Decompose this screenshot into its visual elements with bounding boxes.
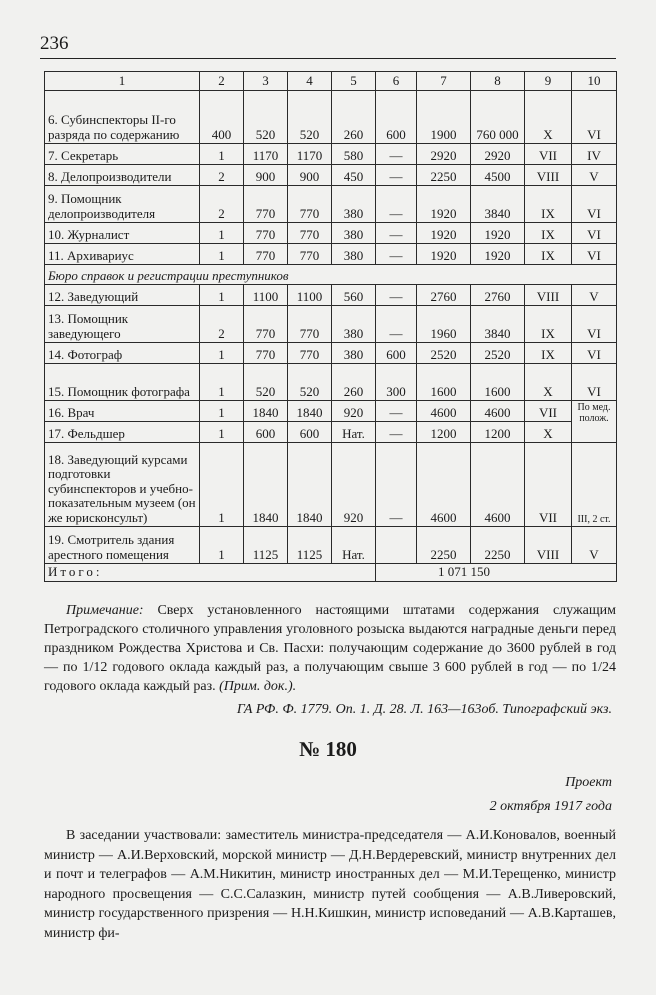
value-cell: VI	[572, 223, 617, 244]
value-cell: 770	[288, 306, 332, 343]
value-cell: 520	[244, 91, 288, 144]
value-cell: 450	[332, 165, 376, 186]
table-row	[45, 144, 617, 165]
value-cell: —	[376, 306, 417, 343]
value-cell: VIII	[525, 527, 572, 564]
table-row	[45, 244, 617, 265]
value-cell: 1	[200, 285, 244, 306]
document-date: 2 октября 1917 года	[489, 799, 612, 814]
value-cell: 1840	[288, 401, 332, 422]
header-rule	[40, 58, 616, 59]
table-row	[45, 343, 617, 364]
footnote	[44, 601, 616, 696]
value-cell: 2920	[417, 144, 471, 165]
value-cell: 400	[200, 91, 244, 144]
table-row	[45, 186, 617, 223]
value-cell	[376, 527, 417, 564]
footnote-lead: Примечание:	[66, 603, 144, 618]
position-cell: 15. Помощник фотографа	[45, 364, 200, 401]
section-row	[45, 265, 617, 285]
value-cell: 1125	[244, 527, 288, 564]
table-row	[45, 223, 617, 244]
total-label: Итого:	[45, 564, 376, 582]
value-cell: —	[376, 223, 417, 244]
value-cell: 2	[200, 186, 244, 223]
value-cell: 1125	[288, 527, 332, 564]
column-header: 4	[288, 72, 332, 91]
value-cell: 770	[244, 343, 288, 364]
position-cell: 18. Заведующий курсами подготовки субинспекторов и учебно-показательным музеем (он же юрисконсульт)	[45, 443, 200, 527]
value-cell: IX	[525, 343, 572, 364]
value-cell: По мед. полож.	[572, 401, 617, 443]
value-cell: 2760	[471, 285, 525, 306]
footnote-tail: (Прим. док.).	[219, 679, 297, 694]
value-cell: 1600	[471, 364, 525, 401]
value-cell: 600	[376, 343, 417, 364]
value-cell: V	[572, 165, 617, 186]
value-cell: IX	[525, 244, 572, 265]
value-cell: 1600	[417, 364, 471, 401]
value-cell: VIII	[525, 165, 572, 186]
value-cell: 770	[244, 244, 288, 265]
table-row	[45, 422, 617, 443]
value-cell: —	[376, 144, 417, 165]
value-cell: 4600	[417, 443, 471, 527]
draft-label: Проект	[565, 775, 612, 790]
value-cell: 380	[332, 244, 376, 265]
page-number: 236	[40, 33, 69, 54]
table-row	[45, 443, 617, 527]
value-cell: VII	[525, 144, 572, 165]
column-header: 10	[572, 72, 617, 91]
value-cell: 1840	[244, 443, 288, 527]
value-cell: V	[572, 527, 617, 564]
value-cell: 920	[332, 401, 376, 422]
total-value: 1 071 150	[376, 564, 617, 582]
value-cell: 2250	[417, 165, 471, 186]
column-header: 9	[525, 72, 572, 91]
value-cell: IX	[525, 223, 572, 244]
value-cell: —	[376, 285, 417, 306]
value-cell: 1840	[288, 443, 332, 527]
value-cell: 1100	[244, 285, 288, 306]
value-cell: VI	[572, 244, 617, 265]
value-cell: VII	[525, 443, 572, 527]
value-cell: 1920	[471, 223, 525, 244]
value-cell: 1100	[288, 285, 332, 306]
value-cell: 1	[200, 401, 244, 422]
value-cell: 1960	[417, 306, 471, 343]
value-cell: IX	[525, 306, 572, 343]
staff-table	[44, 71, 617, 582]
value-cell: 1	[200, 422, 244, 443]
value-cell: 600	[244, 422, 288, 443]
value-cell: 380	[332, 223, 376, 244]
column-header: 6	[376, 72, 417, 91]
table-row	[45, 527, 617, 564]
value-cell: 2520	[471, 343, 525, 364]
value-cell: 900	[288, 165, 332, 186]
column-header: 2	[200, 72, 244, 91]
table-body	[45, 91, 617, 582]
value-cell: 1900	[417, 91, 471, 144]
value-cell: —	[376, 443, 417, 527]
value-cell: 560	[332, 285, 376, 306]
archive-source: ГА РФ. Ф. 1779. Оп. 1. Д. 28. Л. 163—163об. Типографский экз.	[236, 702, 612, 717]
value-cell: —	[376, 244, 417, 265]
value-cell: X	[525, 422, 572, 443]
value-cell: 580	[332, 144, 376, 165]
value-cell: 600	[376, 91, 417, 144]
value-cell: 4600	[471, 443, 525, 527]
column-header: 8	[471, 72, 525, 91]
value-cell: 1	[200, 144, 244, 165]
position-cell: 6. Субинспекторы II-го разряда по содержанию	[45, 91, 200, 144]
column-header: 7	[417, 72, 471, 91]
value-cell: 2520	[417, 343, 471, 364]
total-row	[45, 564, 617, 582]
value-cell: 520	[288, 364, 332, 401]
value-cell: —	[376, 422, 417, 443]
value-cell: 1	[200, 244, 244, 265]
value-cell: VII	[525, 401, 572, 422]
value-cell: X	[525, 364, 572, 401]
value-cell: 260	[332, 91, 376, 144]
value-cell: —	[376, 186, 417, 223]
value-cell: 3840	[471, 306, 525, 343]
value-cell: 770	[244, 306, 288, 343]
value-cell: VIII	[525, 285, 572, 306]
value-cell: V	[572, 285, 617, 306]
value-cell: 1920	[417, 223, 471, 244]
value-cell: 1	[200, 343, 244, 364]
value-cell: 1	[200, 223, 244, 244]
value-cell: 1170	[288, 144, 332, 165]
value-cell: 380	[332, 186, 376, 223]
value-cell: 4500	[471, 165, 525, 186]
value-cell: 1	[200, 364, 244, 401]
value-cell: 260	[332, 364, 376, 401]
value-cell: 770	[288, 223, 332, 244]
column-header: 3	[244, 72, 288, 91]
value-cell: 1200	[471, 422, 525, 443]
value-cell: 2250	[471, 527, 525, 564]
position-cell: 16. Врач	[45, 401, 200, 422]
value-cell: X	[525, 91, 572, 144]
value-cell: 1920	[417, 186, 471, 223]
table-row	[45, 364, 617, 401]
position-cell: 10. Журналист	[45, 223, 200, 244]
position-cell: 11. Архивариус	[45, 244, 200, 265]
value-cell: 770	[288, 343, 332, 364]
value-cell: 4600	[417, 401, 471, 422]
table-row	[45, 285, 617, 306]
position-cell: 8. Делопроизводители	[45, 165, 200, 186]
value-cell: 770	[244, 223, 288, 244]
value-cell: —	[376, 401, 417, 422]
value-cell: IV	[572, 144, 617, 165]
table-row	[45, 165, 617, 186]
column-header: 1	[45, 72, 200, 91]
value-cell: 4600	[471, 401, 525, 422]
column-header: 5	[332, 72, 376, 91]
value-cell: 1	[200, 527, 244, 564]
position-cell: 14. Фотограф	[45, 343, 200, 364]
table-row	[45, 306, 617, 343]
position-cell: 19. Смотритель здания арестного помещения	[45, 527, 200, 564]
value-cell: 920	[332, 443, 376, 527]
value-cell: 1920	[471, 244, 525, 265]
value-cell: 770	[288, 244, 332, 265]
value-cell: 1200	[417, 422, 471, 443]
value-cell: —	[376, 165, 417, 186]
value-cell: 1840	[244, 401, 288, 422]
value-cell: 900	[244, 165, 288, 186]
table-row	[45, 91, 617, 144]
position-cell: 12. Заведующий	[45, 285, 200, 306]
value-cell: Нат.	[332, 422, 376, 443]
value-cell: IX	[525, 186, 572, 223]
value-cell: 520	[288, 91, 332, 144]
position-cell: 13. Помощник заведующего	[45, 306, 200, 343]
value-cell: 770	[244, 186, 288, 223]
value-cell: 600	[288, 422, 332, 443]
table-header-row	[45, 72, 617, 91]
position-cell: 7. Секретарь	[45, 144, 200, 165]
value-cell: VI	[572, 306, 617, 343]
footnote-text: Сверх установленного настоящими штатами содержания служащим Петроградского столичного управления уголовного розыска выдаются наградные деньги перед праздником Рождества Христова и Св. Пасхи: получающим содержание до 3600 рублей в год — по 1/12 годового оклада каждый раз, а получающим свыше 3 600 рублей в год — по 1/24 годового оклада каждый раз.	[44, 603, 616, 694]
body-paragraph: В заседании участвовали: заместитель министра-председателя — А.И.Коновалов, военный министр — А.И.Верховский, морской министр — Д.Н.Вердеревский, министр внутренних дел и почт и телеграфов — А.М.Никитин, министр иностранных дел — М.И.Терещенко, министр народного просвещения — С.С.Салазкин, министр путей сообщения — А.В.Ливеровский, министр государственного призрения — Н.Н.Кишкин, министр исповеданий — А.В.Карташев, министр фи-	[44, 828, 616, 941]
value-cell: 300	[376, 364, 417, 401]
value-cell: VI	[572, 343, 617, 364]
value-cell: 380	[332, 343, 376, 364]
value-cell: 2250	[417, 527, 471, 564]
value-cell: 2760	[417, 285, 471, 306]
value-cell: 2920	[471, 144, 525, 165]
value-cell: 3840	[471, 186, 525, 223]
value-cell: 380	[332, 306, 376, 343]
value-cell: VI	[572, 186, 617, 223]
section-label: Бюро справок и регистрации преступников	[45, 265, 617, 285]
value-cell: 2	[200, 165, 244, 186]
value-cell: 1	[200, 443, 244, 527]
value-cell: 520	[244, 364, 288, 401]
position-cell: 17. Фельдшер	[45, 422, 200, 443]
value-cell: 2	[200, 306, 244, 343]
value-cell: 1170	[244, 144, 288, 165]
value-cell: III, 2 ст.	[572, 443, 617, 527]
value-cell: VI	[572, 364, 617, 401]
value-cell: 770	[288, 186, 332, 223]
document-number: № 180	[299, 737, 357, 761]
value-cell: Нат.	[332, 527, 376, 564]
value-cell: 1920	[417, 244, 471, 265]
table-row	[45, 401, 617, 422]
position-cell: 9. Помощник делопроизводителя	[45, 186, 200, 223]
value-cell: VI	[572, 91, 617, 144]
value-cell: 760 000	[471, 91, 525, 144]
